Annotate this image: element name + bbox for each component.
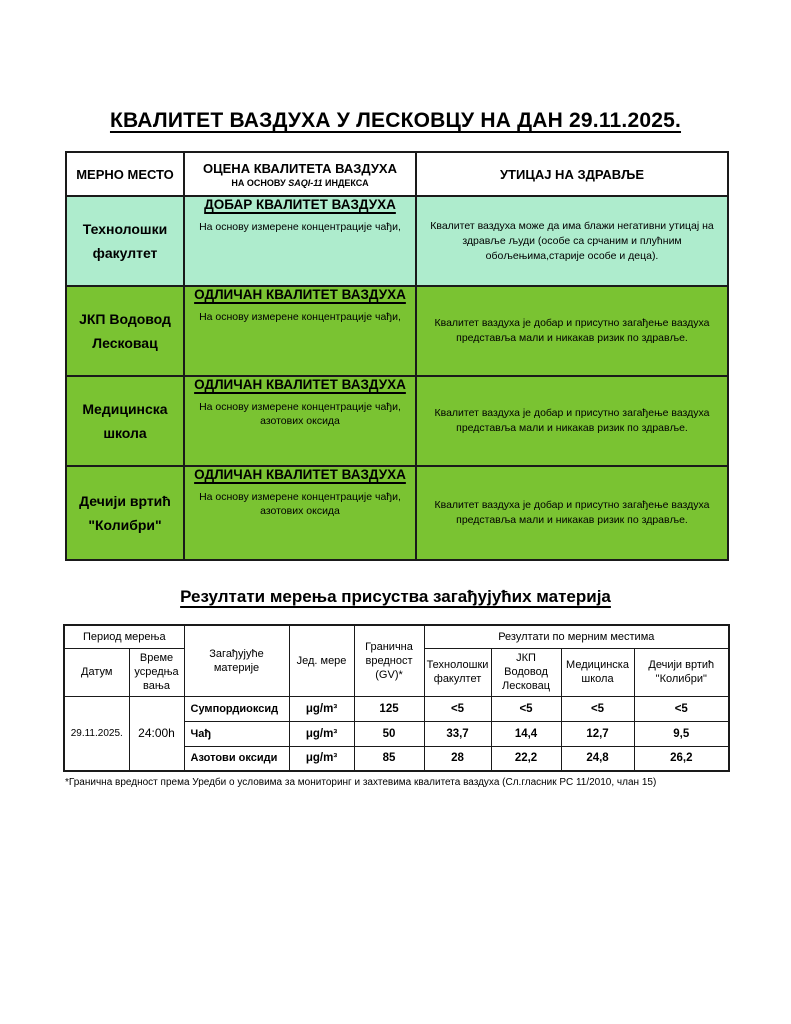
unit-value: μg/m³ (289, 696, 354, 721)
value-tehnoloski: <5 (424, 696, 491, 721)
limit-value: 50 (354, 721, 424, 746)
results-section-title (0, 561, 791, 609)
measurement-results-table (63, 624, 730, 772)
rating-title: ОДЛИЧАН КВАЛИТЕТ ВАЗДУХА (194, 467, 406, 482)
header-measuring-site: МЕРНО МЕСТО (66, 152, 184, 196)
value-medicinska: 24,8 (561, 746, 634, 771)
header-site-jkp-vodovod: ЈКП Водовод Лесковац (491, 648, 561, 696)
page-title (0, 0, 791, 135)
value-kolibri: <5 (634, 696, 729, 721)
health-impact-text: Квалитет ваздуха је добар и присутно загађење ваздуха представља мали и никакав ризик по здравље. (416, 376, 728, 466)
rating-cell (184, 286, 416, 376)
header-unit: Јед. мере (289, 625, 354, 696)
rating-basis: На основу измерене концентрације чађи, (199, 311, 401, 323)
unit-value: μg/m³ (289, 721, 354, 746)
pollutant-name: Азотови оксиди (184, 746, 289, 771)
unit-value: μg/m³ (289, 746, 354, 771)
results-header-row-1 (64, 625, 729, 648)
rating-basis: На основу измерене концентрације чађи, азотових оксида (199, 401, 401, 427)
header-site-medicinska: Медицинска школа (561, 648, 634, 696)
value-tehnoloski: 33,7 (424, 721, 491, 746)
saqi-index-label: SAQI-11 (288, 177, 323, 188)
results-row-so2 (64, 696, 729, 721)
header-site-tehnoloski: Технолошки факултет (424, 648, 491, 696)
value-tehnoloski: 28 (424, 746, 491, 771)
header-health-impact: УТИЦАЈ НА ЗДРАВЉЕ (416, 152, 728, 196)
rating-title: ОДЛИЧАН КВАЛИТЕТ ВАЗДУХА (194, 377, 406, 392)
site-name: Технолошки факултет (66, 196, 184, 286)
header-results-by-site: Резултати по мерним местима (424, 625, 729, 648)
site-name: ЈКП Водовод Лесковац (66, 286, 184, 376)
value-jkp-vodovod: 22,2 (491, 746, 561, 771)
rating-cell (184, 466, 416, 560)
limit-value: 85 (354, 746, 424, 771)
header-air-quality-rating (184, 152, 416, 196)
averaging-time: 24:00h (129, 696, 184, 771)
quality-row-medicinska-skola (66, 376, 728, 466)
rating-title: ДОБАР КВАЛИТЕТ ВАЗДУХА (204, 197, 396, 212)
quality-row-decji-vrtic-kolibri (66, 466, 728, 560)
header-pollutants: Загађујуће материје (184, 625, 289, 696)
measurement-date: 29.11.2025. (64, 696, 129, 771)
value-medicinska: <5 (561, 696, 634, 721)
rating-basis: На основу измерене концентрације чађи, (199, 221, 401, 233)
rating-sub-prefix: НА ОСНОВУ (231, 177, 289, 188)
rating-basis: На основу измерене концентрације чађи, азотових оксида (199, 491, 401, 517)
header-date: Датум (64, 648, 129, 696)
site-name: Дечији вртић "Колибри" (66, 466, 184, 560)
health-impact-text: Квалитет ваздуха је добар и присутно загађење ваздуха представља мали и никакав ризик по здравље. (416, 466, 728, 560)
value-kolibri: 26,2 (634, 746, 729, 771)
rating-sub-suffix: ИНДЕКСА (322, 177, 369, 188)
value-kolibri: 9,5 (634, 721, 729, 746)
health-impact-text: Квалитет ваздуха може да има блажи негативни утицај на здравље људи (особе са срчаним и плућним обољењима,старије особе и деца). (416, 196, 728, 286)
quality-row-tehnoloski-fakultet (66, 196, 728, 286)
site-name: Медицинска школа (66, 376, 184, 466)
header-site-kolibri: Дечији вртић "Колибри" (634, 648, 729, 696)
value-jkp-vodovod: <5 (491, 696, 561, 721)
health-impact-text: Квалитет ваздуха је добар и присутно загађење ваздуха представља мали и никакав ризик по здравље. (416, 286, 728, 376)
header-measuring-period: Период мерења (64, 625, 184, 648)
rating-title: ОДЛИЧАН КВАЛИТЕТ ВАЗДУХА (194, 287, 406, 302)
quality-row-jkp-vodovod (66, 286, 728, 376)
results-section-title-text: Резултати мерења присуства загађујућих материја (180, 587, 611, 606)
value-medicinska: 12,7 (561, 721, 634, 746)
header-limit-value: Гранична вредност (GV)* (354, 625, 424, 696)
header-averaging-time: Време усредњавања (129, 648, 184, 696)
header-rating-sub (185, 178, 415, 188)
value-jkp-vodovod: 14,4 (491, 721, 561, 746)
header-rating-main: ОЦЕНА КВАЛИТЕТА ВАЗДУХА (203, 160, 397, 176)
quality-table-header-row (66, 152, 728, 196)
rating-cell (184, 196, 416, 286)
pollutant-name: Сумпордиоксид (184, 696, 289, 721)
page-title-text: КВАЛИТЕТ ВАЗДУХА У ЛЕСКОВЦУ НА ДАН 29.11.2025. (109, 109, 682, 132)
limit-value: 125 (354, 696, 424, 721)
pollutant-name: Чађ (184, 721, 289, 746)
rating-cell (184, 376, 416, 466)
air-quality-table (65, 151, 729, 561)
limit-value-footnote: *Гранична вредност према Уредби о условима за мониторинг и захтевима квалитета ваздуха (Сл.гласник РС 11/2010, члан 15) (65, 777, 657, 788)
